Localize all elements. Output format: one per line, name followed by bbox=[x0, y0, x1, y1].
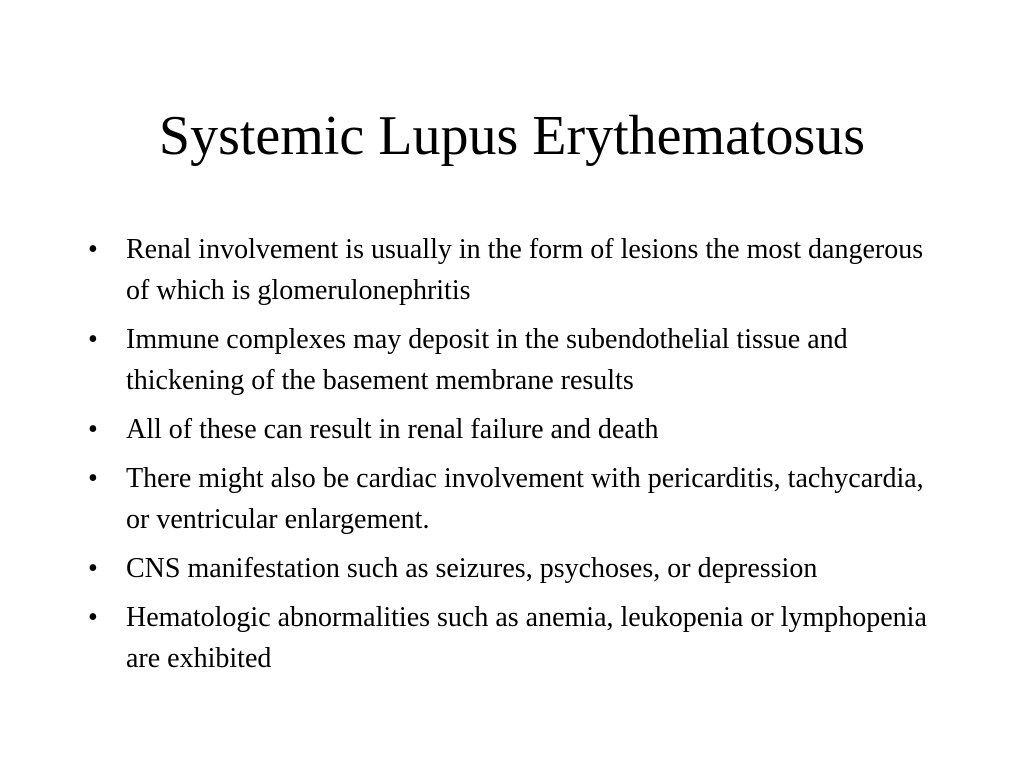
bullet-text: All of these can result in renal failure and death bbox=[126, 414, 659, 445]
bullet-icon: • bbox=[88, 234, 98, 265]
bullet-icon: • bbox=[88, 553, 98, 584]
bullet-list bbox=[88, 229, 948, 687]
bullet-text: Immune complexes may deposit in the subendothelial tissue and thickening of the basement membrane results bbox=[126, 324, 848, 396]
bullet-item bbox=[88, 319, 948, 401]
bullet-icon: • bbox=[88, 324, 98, 355]
bullet-item bbox=[88, 409, 948, 450]
bullet-icon: • bbox=[88, 602, 98, 633]
bullet-text: There might also be cardiac involvement with pericarditis, tachycardia, or ventricular enlargement. bbox=[126, 463, 924, 535]
bullet-item bbox=[88, 458, 948, 540]
bullet-text: Renal involvement is usually in the form of lesions the most dangerous of which is glomerulonephritis bbox=[126, 234, 924, 306]
bullet-text: Hematologic abnormalities such as anemia, leukopenia or lymphopenia are exhibited bbox=[126, 602, 927, 674]
slide-title: Systemic Lupus Erythematosus bbox=[158, 105, 866, 167]
bullet-item bbox=[88, 229, 948, 311]
bullet-icon: • bbox=[88, 414, 98, 445]
bullet-item bbox=[88, 597, 948, 679]
bullet-item bbox=[88, 548, 948, 589]
bullet-icon: • bbox=[88, 463, 98, 494]
bullet-text: CNS manifestation such as seizures, psychoses, or depression bbox=[126, 553, 818, 584]
